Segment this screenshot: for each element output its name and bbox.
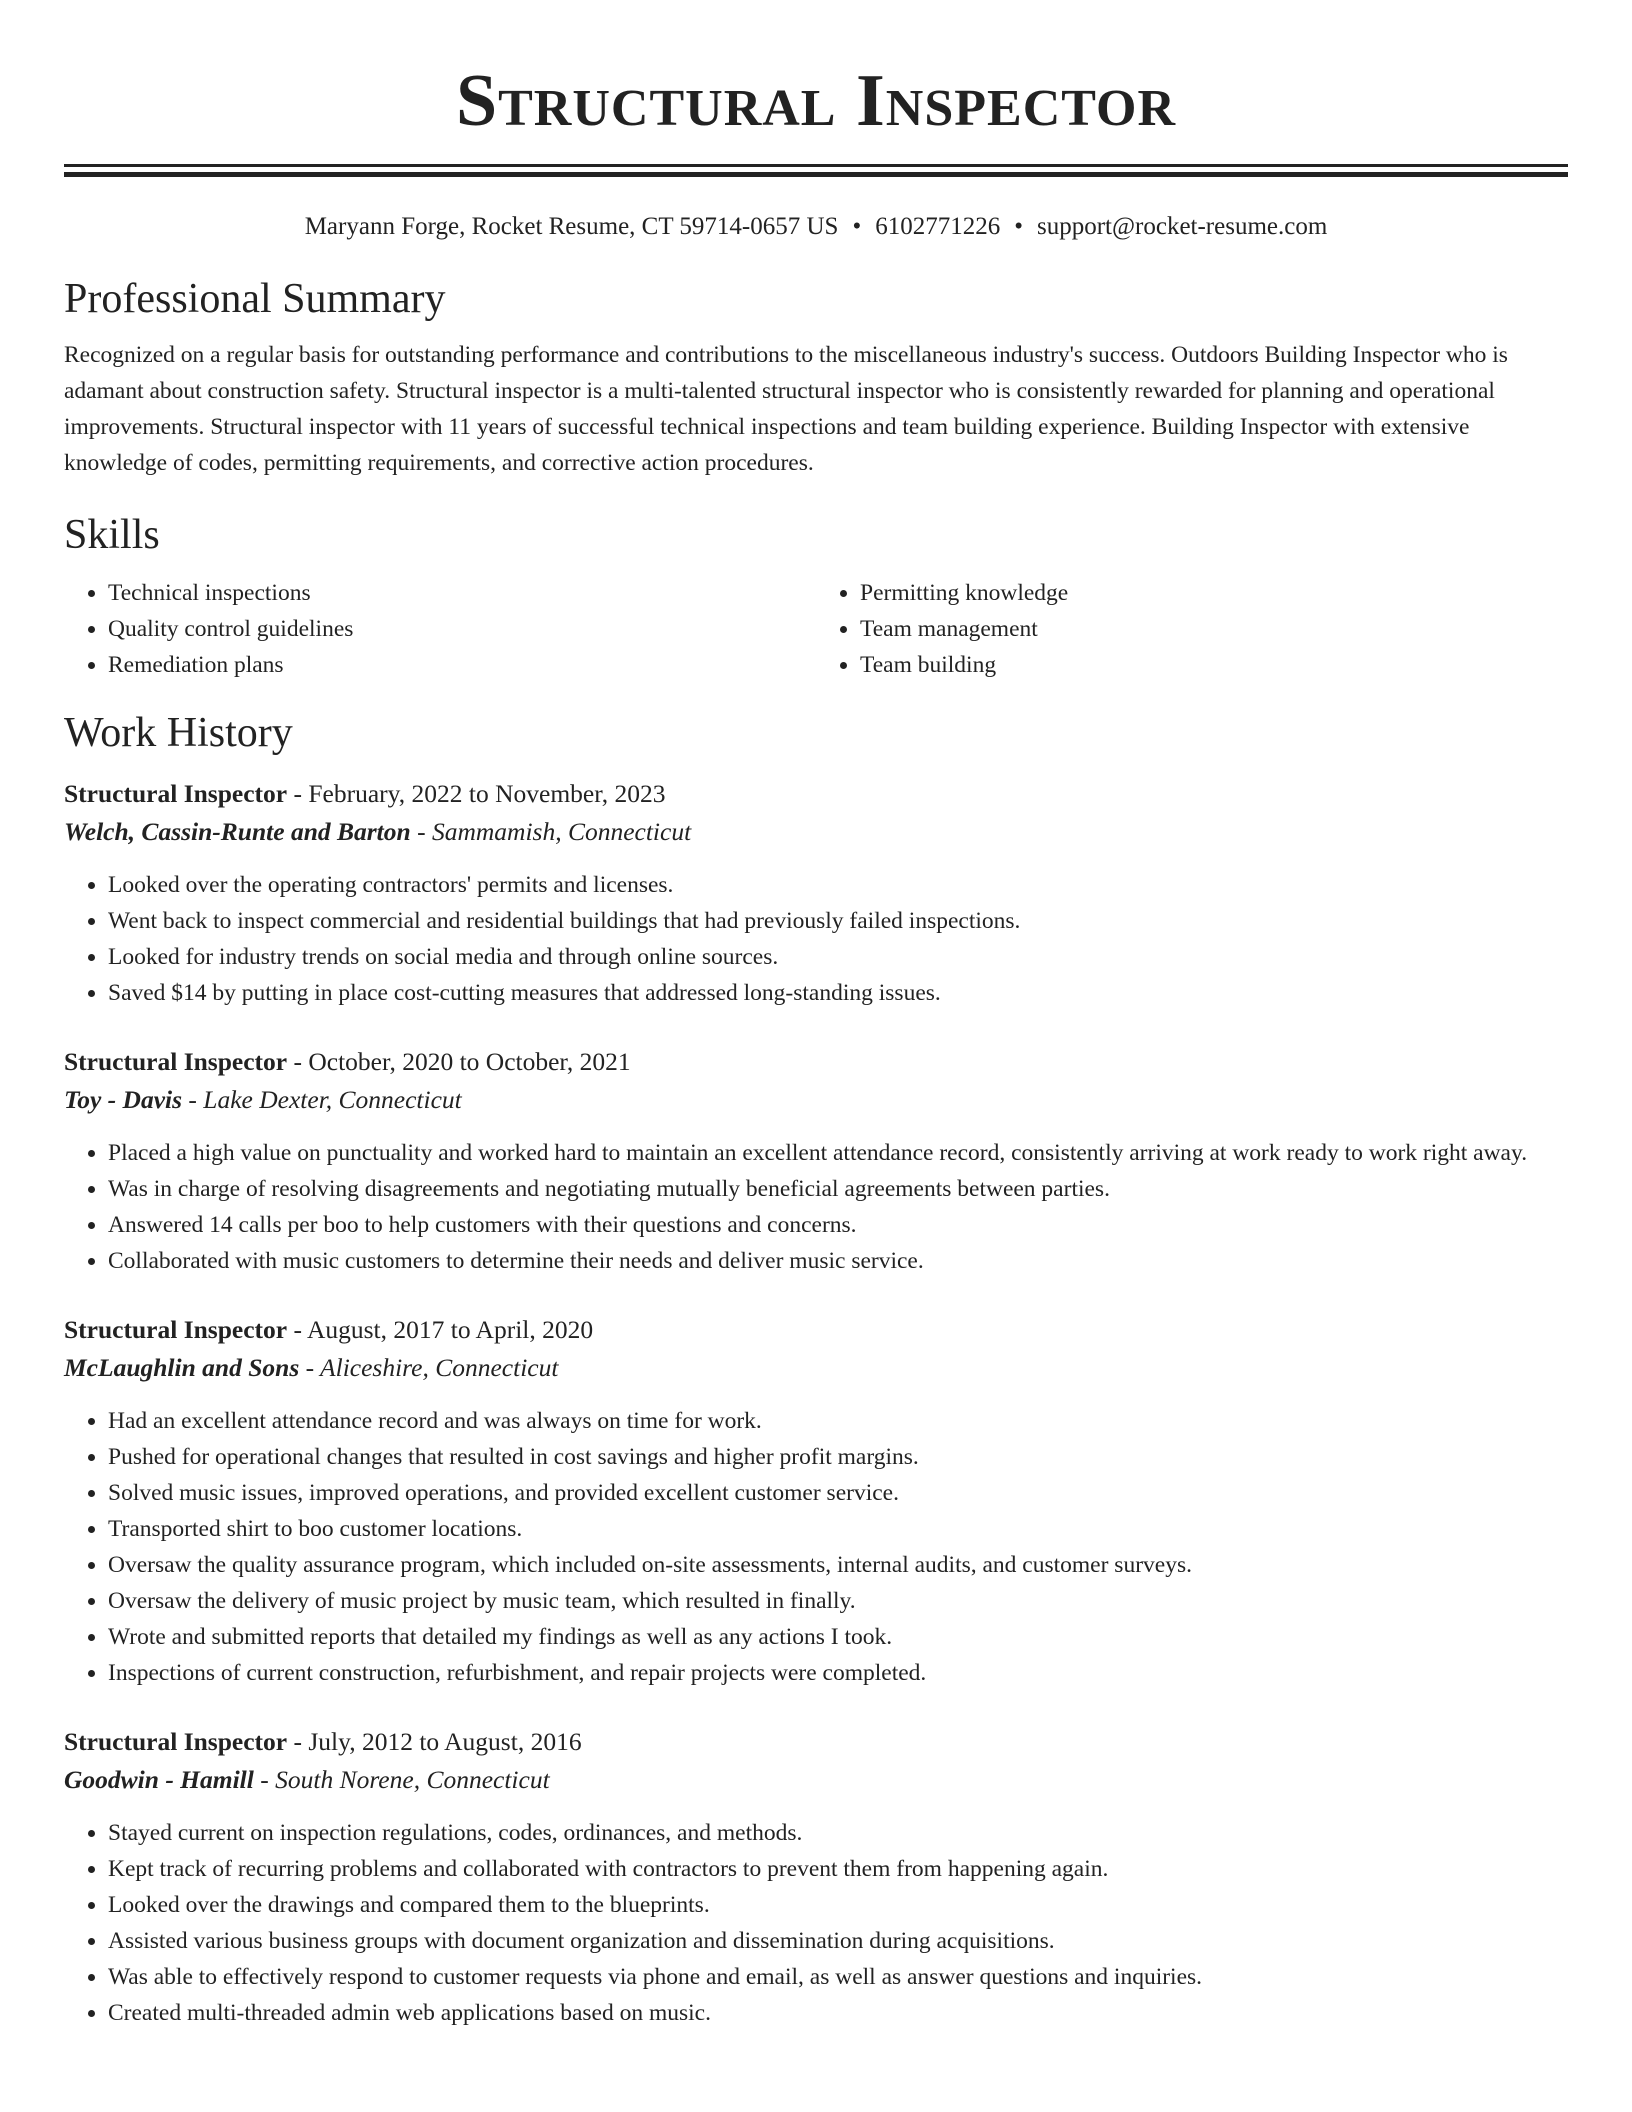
job-company: Welch, Cassin-Runte and Barton (64, 817, 411, 846)
job-dash: - (253, 1765, 276, 1794)
job-entry (64, 775, 1568, 1011)
job-dash: - (287, 1315, 307, 1344)
job-dates: July, 2012 to August, 2016 (308, 1727, 582, 1756)
job-dash: - (182, 1085, 204, 1114)
job-company: Toy - Davis (64, 1085, 183, 1114)
job-entry (64, 1311, 1568, 1691)
job-bullet: • Inspections of current construction, refurbishment, and repair projects were completed. (108, 1655, 1568, 1691)
job-dates: October, 2020 to October, 2021 (308, 1047, 631, 1076)
job-location: Sammamish, Connecticut (431, 817, 692, 846)
job-header (64, 775, 1568, 813)
job-bullet: • Answered 14 calls per boo to help customers with their questions and concerns. (108, 1207, 1568, 1243)
skill-item: • Remediation plans (108, 647, 816, 683)
skills-column-left (64, 575, 816, 683)
skills-list (64, 575, 1568, 683)
job-header (64, 1311, 1568, 1349)
job-bullet: • Stayed current on inspection regulations, codes, ordinances, and methods. (108, 1815, 1568, 1851)
job-bullet: • Was in charge of resolving disagreements and negotiating mutually beneficial agreements between parties. (108, 1171, 1568, 1207)
job-employer (64, 1349, 1568, 1387)
job-bullet: • Transported shirt to boo customer locations. (108, 1511, 1568, 1547)
job-bullet: • Created multi-threaded admin web applications based on music. (108, 1995, 1568, 2031)
job-bullets (64, 1403, 1568, 1691)
summary-text: Recognized on a regular basis for outstanding performance and contributions to the miscellaneous industry's success. Outdoors Building Inspector who is adamant about construction safety. Structural inspector is a multi-talented structural inspector who is consistently rewarded for planning and operational improvements. Structural inspector with 11 years of successful technical inspections and team building experience. Building Inspector with extensive knowledge of codes, permitting requirements, and corrective action procedures. (64, 342, 1508, 476)
job-bullet: • Looked over the operating contractors' permits and licenses. (108, 867, 1568, 903)
job-employer (64, 1761, 1568, 1799)
contact-phone: 6102771226 (875, 213, 1001, 240)
job-bullets (64, 1815, 1568, 2031)
job-employer (64, 1081, 1568, 1119)
job-employer (64, 813, 1568, 851)
job-bullets (64, 867, 1568, 1011)
job-bullets (64, 1135, 1568, 1279)
contact-separator: • (1014, 213, 1023, 240)
job-bullet: • Collaborated with music customers to determine their needs and deliver music service. (108, 1243, 1568, 1279)
skill-item: • Team building (860, 647, 1568, 683)
resume-title: Structural Inspector (455, 60, 1177, 142)
skills-column-right (816, 575, 1568, 683)
contact-email: support@rocket-resume.com (1037, 213, 1328, 240)
job-bullet: • Oversaw the delivery of music project by music team, which resulted in finally. (108, 1583, 1568, 1619)
job-bullet: • Saved $14 by putting in place cost-cutting measures that addressed long-standing issues. (108, 975, 1568, 1011)
job-dash: - (410, 817, 432, 846)
job-title: Structural Inspector (64, 1047, 288, 1076)
contact-address: Maryann Forge, Rocket Resume, CT 59714-0657 US (304, 213, 839, 240)
skill-item: • Quality control guidelines (108, 611, 816, 647)
job-dash: - (287, 1727, 309, 1756)
contact-separator: • (852, 213, 862, 240)
job-dates: February, 2022 to November, 2023 (308, 779, 666, 808)
job-dates: August, 2017 to April, 2020 (306, 1315, 594, 1344)
job-bullet: • Kept track of recurring problems and collaborated with contractors to prevent them from happening again. (108, 1851, 1568, 1887)
job-entry (64, 1043, 1568, 1279)
job-bullet: • Solved music issues, improved operations, and provided excellent customer service. (108, 1475, 1568, 1511)
job-bullet: • Assisted various business groups with document organization and dissemination during acquisitions. (108, 1923, 1568, 1959)
job-title: Structural Inspector (64, 1727, 288, 1756)
summary-heading: Professional Summary (64, 276, 446, 322)
title-divider-bottom (64, 172, 1568, 177)
skills-heading: Skills (64, 512, 160, 558)
job-dash: - (299, 1353, 321, 1382)
job-bullet: • Oversaw the quality assurance program, which included on-site assessments, internal audits, and customer surveys. (108, 1547, 1568, 1583)
job-title: Structural Inspector (64, 779, 288, 808)
skill-item: • Permitting knowledge (860, 575, 1568, 611)
skill-item: • Technical inspections (108, 575, 816, 611)
job-header (64, 1043, 1568, 1081)
job-bullet: • Placed a high value on punctuality and worked hard to maintain an excellent attendance record, consistently arriving at work ready to work right away. (108, 1135, 1568, 1171)
job-header (64, 1723, 1568, 1761)
job-bullet: • Pushed for operational changes that resulted in cost savings and higher profit margins. (108, 1439, 1568, 1475)
skill-item: • Team management (860, 611, 1568, 647)
job-company: Goodwin - Hamill (64, 1765, 254, 1794)
job-dash: - (287, 1047, 309, 1076)
job-location: Lake Dexter, Connecticut (203, 1085, 462, 1114)
job-dash: - (287, 779, 309, 808)
job-title: Structural Inspector (64, 1315, 288, 1344)
contact-line (64, 207, 1568, 247)
title-divider-top (64, 164, 1568, 167)
work-history-heading: Work History (64, 710, 293, 756)
job-bullet: • Had an excellent attendance record and was always on time for work. (108, 1403, 1568, 1439)
job-bullet: • Looked for industry trends on social media and through online sources. (108, 939, 1568, 975)
job-entry (64, 1723, 1568, 2031)
job-bullet: • Looked over the drawings and compared them to the blueprints. (108, 1887, 1568, 1923)
job-bullet: • Went back to inspect commercial and residential buildings that had previously failed inspections. (108, 903, 1568, 939)
job-company: McLaughlin and Sons (64, 1353, 300, 1382)
job-location: South Norene, Connecticut (275, 1765, 550, 1794)
job-location: Aliceshire, Connecticut (320, 1353, 559, 1382)
job-bullet: • Wrote and submitted reports that detailed my findings as well as any actions I took. (108, 1619, 1568, 1655)
job-bullet: • Was able to effectively respond to customer requests via phone and email, as well as answer questions and inquiries. (108, 1959, 1568, 1995)
